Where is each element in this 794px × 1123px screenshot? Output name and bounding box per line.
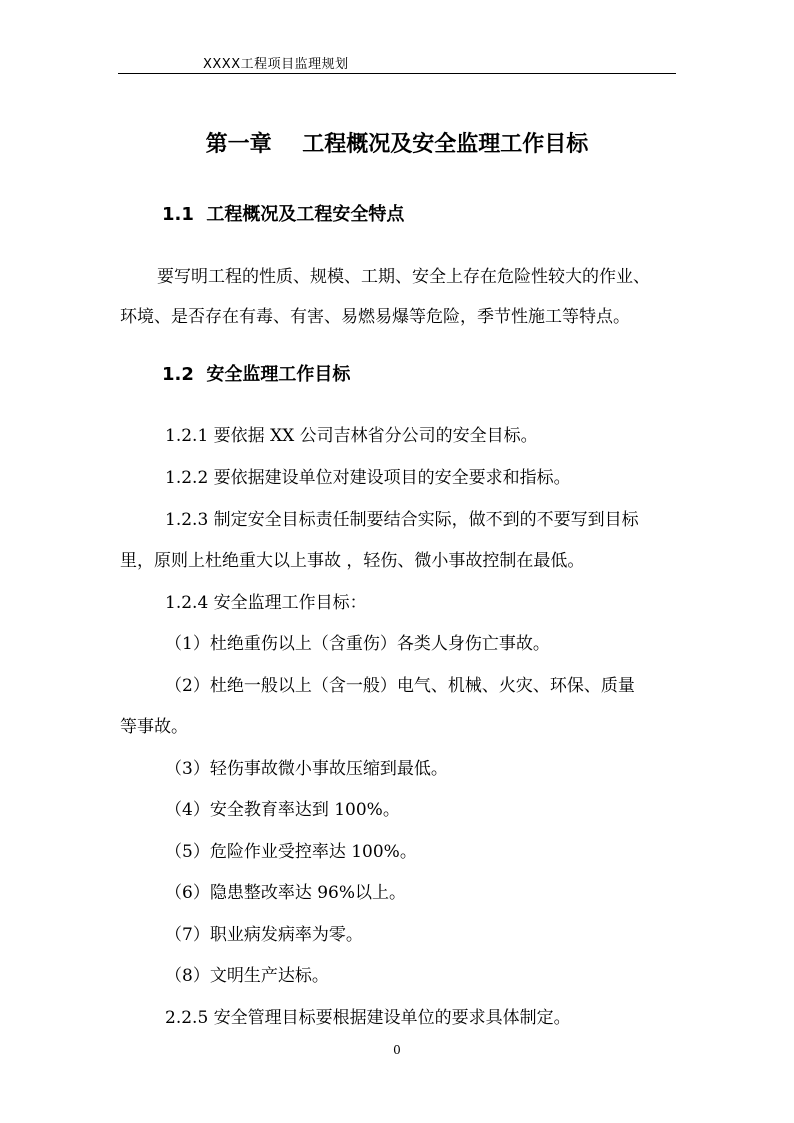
- goal-item-continuation: 等事故。: [120, 717, 188, 737]
- goal-item: （2）杜绝一般以上（含一般）电气、机械、火灾、环保、质量: [165, 676, 635, 696]
- page-number: 0: [393, 1043, 401, 1057]
- list-item: 1.2.3 制定安全目标责任制要结合实际，做不到的不要写到目标: [165, 510, 639, 530]
- goal-item: （4）安全教育率达到 100%。: [165, 800, 400, 820]
- list-item: 1.2.4 安全监理工作目标：: [165, 593, 367, 613]
- goal-item: （7）职业病发病率为零。: [165, 925, 363, 945]
- goal-item: （5）危险作业受控率达 100%。: [165, 842, 417, 862]
- paragraph-line: 环境、是否存在有毒、有害、易燃易爆等危险，季节性施工等特点。: [120, 307, 630, 327]
- header-rule: [118, 73, 676, 74]
- list-item: 2.2.5 安全管理目标要根据建设单位的要求具体制定。: [165, 1008, 571, 1028]
- section-title-1-2: 1.2 安全监理工作目标: [162, 364, 351, 385]
- paragraph-line: 要写明工程的性质、规模、工期、安全上存在危险性较大的作业、: [157, 267, 650, 287]
- chapter-title: 第一章 工程概况及安全监理工作目标: [205, 132, 589, 157]
- list-item: 1.2.2 要依据建设单位对建设项目的安全要求和指标。: [165, 468, 571, 488]
- goal-item: （3）轻伤事故微小事故压缩到最低。: [165, 759, 448, 779]
- goal-item: （1）杜绝重伤以上（含重伤）各类人身伤亡事故。: [165, 634, 550, 654]
- running-header: XXXX工程项目监理规划: [203, 57, 349, 72]
- goal-item: （8）文明生产达标。: [165, 966, 329, 986]
- goal-item: （6）隐患整改率达 96%以上。: [165, 883, 407, 903]
- list-item: 1.2.1 要依据 XX 公司吉林省分公司的安全目标。: [165, 426, 538, 446]
- list-item-continuation: 里，原则上杜绝重大以上事故 ，轻伤、微小事故控制在最低。: [120, 551, 585, 571]
- section-title-1-1: 1.1 工程概况及工程安全特点: [162, 204, 405, 225]
